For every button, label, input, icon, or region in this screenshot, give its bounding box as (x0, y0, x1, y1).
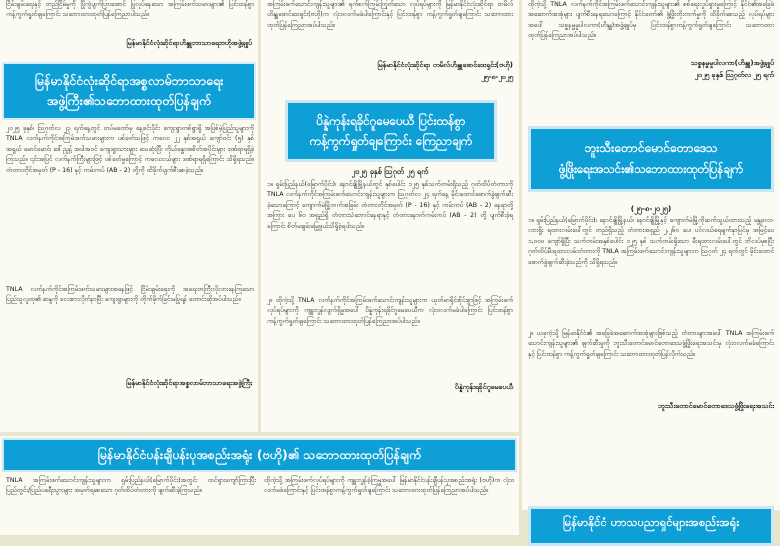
bottom-statement-title: မြန်မာနိုင်ငံပန်းချီပန်းပုအစည်းအရုံး (ဗဟို)၏ သဘောထားထုတ်ပြန်ချက် (97, 447, 422, 462)
top-statement-date: ၂၅-၈-၂၀၂၅ (481, 73, 513, 81)
statement-paragraph-2: ၂။ ထိုကဲ့သို့ TNLA လက်နက်ကိုင်အကြမ်းဖက်သောင်းကျန်းသူများက ယုတ်မာရိုင်းစိုင်းစွာဖြင့် အကြမ်းဖက်လုပ်ရပ်များကို ကျူးလွန်လျက်ရှိမှုအပေါ် ပိန္နဲကုန်းရခိုင်ဂူမေပေယီက လုံးဝလက်မခံပါကြောင်း ပြင်းထန်စွာကန့်ကွက်ရှုတ်ချကြောင်း သဘောထားထုတ်ပြန်ကြေညာအပ်ပါသည်။ (267, 297, 513, 325)
statement-header-line-1: ဘူးသီးတောင်မောင်တောဒေသ (584, 141, 718, 155)
statement-column-1 (0, 0, 258, 432)
corner-statement-header (528, 506, 774, 546)
statement-column-3 (522, 0, 780, 529)
statement-signature: မြန်မာနိုင်ငံလုံးဆိုင်ရာအစ္စလာမ်ဘာသာရေးအဖွဲ့ကြီး (126, 379, 252, 387)
statement-signature: ဘူးသီးတောင်မောင်တောဒေသဖွံ့ဖြိုးရေးအသင်း (658, 402, 774, 410)
statement-paragraph-2: TNLA လက်နက်ကိုင်အကြမ်းဖက်သမားများအနေဖြင့် ငြိမ်းချမ်းရေးကို အရေးတကြီးလိုလားနေကြသော ပြည်သူလူထု၏ ဆန္ဒကို လေးစားလိုက်နာပြီး ကျေးရွာများကို တိုက်ခိုက်ခြင်းမပြုရန် တောင်းဆိုအပ်ပါသည်။ (6, 286, 254, 304)
top-statement-signature: မြန်မာနိုင်ငံလုံးဆိုင်ရာဟိန္ဒူဘာသာရေးဗဟိုအဖွဲ့ချုပ် (126, 39, 252, 47)
top-statement-text: အကြမ်းဖက်သောင်းကျန်းသူများ၏ ရက်စက်ကြမ်းကြုတ်သော လုပ်ရပ်များကို မြန်မာနိုင်ငံလုံးဆိုင်ရာ တမိလ်ဟိန္ဒူဖောင်ဒေးရှင်း(ဗဟို)က လုံးဝလက်မခံပါကြောင်းနှင့် ပြင်းထန်စွာ ကန့်ကွက်ရှုတ်ချကြောင်း သဘောထားထုတ်ပြန်ကြေညာအပ်ပါသည်။ (267, 1, 513, 29)
statement-column-2 (261, 0, 519, 432)
statement-paragraph-1: ၁။ ရှမ်းပြည်နယ်(မြောက်ပိုင်း)၊ နောင်ချိုမြို့နယ်တွင် နှစ်ပေါင်း ၁၂၅ နှစ်သက်တမ်းရှိသည့် ဂုတ်ထိပ်တံတားကို TNLA လက်နက်ကိုင်အကြမ်းဖက်သောင်းကျန်းသူများက ဩဂုတ်လ ၂၄ ရက်နေ့ မိုင်းထောင်ဖောက်ခွဲဖျက်ဆီးခဲ့သောကြောင့် ကျောက်မဲမြို့ဘက်အခြမ်း တံတားတိုင်အမှတ် (P - 16) နှင့် ကမ်းကပ် (AB - 2) နေရာတို့အကြား ပေ ၆၀ အရှည်ရှိ တံတားသံဘောင်နေရာနှင့် တံတားနောက်ကမ်းကပ် (AB - 2) တို့ ပျက်စီးခဲ့ရကြောင်း စိတ်မချမ်းမြေ့ဖွယ်သိရှိခဲ့ရပါသည်။ (267, 181, 513, 230)
statement-header-line-2: ဖွံ့ဖြိုးရေးအသင်း၏သဘောထားထုတ်ပြန်ချက် (558, 162, 744, 176)
bottom-statement-left-text: TNLA အကြမ်းဖက်သောင်းကျန်းသူများက ရှမ်းပြည်နယ်(မြောက်ပိုင်း)အတွင်း ထင်ရှားကျော်ကြားပြီး ပြည်တွင်း/ပြည်ပခရီးသွားများ အမှတ်ရစေသော ဂုတ်ထိပ်တံတားကို ဖျက်ဆီးခဲ့ကြသည်။ (6, 477, 256, 495)
statement-signature: ပိန္နဲကုန်းရခိုင်ဂူမေပေယီ (454, 383, 513, 391)
top-statement-signature: သစ္စနမ္မမှုပါလကာ(ဟိန္ဒူ)အဖွဲ့ချုပ် (690, 59, 774, 67)
statement-header-line-1: မြန်မာနိုင်ငံလုံးဆိုင်ရာအစ္စလာမ်ဘာသာရေး (34, 73, 224, 88)
statement-paragraph-1: ၂၀၂၅ ခုနှစ်၊ ဩဂုတ်လ ၂၃ ရက်နေ့တွင် တပ်မတော်မှ နေ့ခင်းပိုင်း ကျေးရွာတစ်ရွာရှိ အပြစ်မဲ့ပြည်သူများကို TNLA လက်နက်ကိုင်အကြမ်းဖက်သမားများက ပစ်ခတ်သဖြင့် ကလေး ၂၂ နှစ်အရွယ် ကျော်ဝင်း (၅) နှစ်အရွယ် မောင်မောင်၊ ဒေါ်ညွန့် အပါအဝင် ကျေးရွာသားများ သေဆုံးပြီး ကိုယ်ခန္ဓာအစိတ်အပိုင်းများ ဒဏ်ရာရရှိခဲ့ကြသည်။ ၎င်းအပြင် လက်နက်ကြီးများဖြင့် ပစ်ခတ်မှုကြောင့် ကလေးငယ်များ ဒဏ်ရာရရှိကြောင်း သိရှိရသည်။ တံတားတိုင်အမှတ် (P - 16) နှင့် ကမ်းကပ် (AB - 2) တို့ကို ထိခိုက်ပျက်စီးစေခဲ့သည်။ (6, 125, 254, 174)
bottom-statement-right-text: ထိုကဲ့သို့ အကြမ်းဖက်လုပ်ရပ်များကို ကျူးလွန်ခဲ့ကြမှုအပေါ် မြန်မာနိုင်ငံပန်းချီပန်းပုအစည်းအရုံး (ဗဟို)က လုံးဝလက်မခံကြောင်းနှင့် ပြင်းထန်စွာကန့်ကွက်ရှုတ်ချကြောင်း သဘောထားထုတ်ပြန်ကြေညာအပ်ပါသည်။ (264, 477, 514, 495)
statement-header-line-2: အဖွဲ့ကြီး၏သဘောထားထုတ်ပြန်ချက် (46, 93, 212, 108)
statement-header-line-1: ပိန္နဲကုန်းရခိုင်ဂူမေပေယီ ပြင်းထန်စွာ (316, 114, 466, 128)
statement-header-line-2: ကန့်ကွက်ရှုတ်ချကြောင်း ကြေညာချက် (309, 134, 473, 148)
statement-paragraph-2: ၂။ ယခုကဲ့သို့ မြန်မာနိုင်ငံ၏ အခြေခံအဆောက်အအုံများဖြစ်သည့် တံတားများအပေါ် TNLA အကြမ်းဖက်သောင်းကျန်းသူများ၏ ဖျက်ဆီးမှုကို ဘူးသီးတောင်မောင်တောဒေသဖွံ့ဖြိုးရေးအသင်းမှ လုံးဝလက်မခံကြောင်းနှင့် ပြင်းထန်စွာ ကန့်ကွက်ရှုတ်ချကြောင်း သဘောထားထုတ်ပြန်လိုက်သည်။ (528, 330, 774, 358)
statement-header (528, 126, 774, 192)
statement-header (285, 100, 497, 162)
top-statement-signature: မြန်မာနိုင်ငံလုံးဆိုင်ရာ တမိလ်ဟိန္ဒူဖောင်ဒေးရှင်း(ဗဟို) (377, 61, 513, 69)
corner-header-title: မြန်မာနိုင်ငံ ဟာသပညာရှင်များအစည်းအရုံး (562, 515, 740, 529)
bottom-statement (0, 436, 519, 535)
top-statement-text: ထိုကဲ့သို့ TNLA လက်နက်ကိုင်အကြမ်းဖက်သောင်းကျန်းသူများ၏ စစ်ရေးလှုပ်ရှားမှုကြောင့် နိုင်ငံ၏အခြေခံအဆောက်အအုံများ ပျက်စီးနေရသောကြောင့် နိုင်ငံတော်၏ ဖွံ့ဖြိုးတိုးတက်မှုကို ထိခိုက်စေသည့် လုပ်ရပ်များအပေါ် သစ္စနမ္မမှုပါလကာ(ဟိန္ဒူ)အဖွဲ့ချုပ်မှ ပြင်းထန်စွာကန့်ကွက်ရှုတ်ချကြောင်း သဘောထားထုတ်ပြန်ကြေညာအပ်ပါသည်။ (528, 1, 774, 40)
statement-date: ၂၀၂၅ ခုနှစ် ဩဂုတ် ၂၅ ရက် (351, 167, 429, 176)
statement-date: (၂၅-၈-၂၀၂၅) (630, 204, 672, 213)
statement-paragraph-1: ၁။ ရှမ်းပြည်နယ်(မြောက်ပိုင်း)၊ နောင်ချိုမြို့နယ်၊ နောင်ချိုမြို့နှင့် ကျောက်မဲမြို့ကိုဆက်သွယ်ထားသည့် မန္တလေး-လားရှိုး ရထားလမ်းပေါ်တွင် တည်ရှိသည့် တံတားအရှည် ၂,၂၆၀ ပေ၊ ပင်လယ်ရေမျက်နှာပြင်မှ အမြင့်ပေ ၁,၀၀၀ ကျော်ရှိပြီး သက်တမ်းအနှစ်ပေါင်း ၁၂၅ နှစ် သက်တမ်းရှိသော မီးရထားလမ်းပေါ်တွင် ဘိလပ်မှစပြီး ဂုတ်ထိပ်မီးရထားလမ်းတံတားကို TNLA အကြမ်းဖက်သောင်းကျန်းသူများက ဩဂုတ် ၂၄ ရက်တွင် မိုင်းထောင်ဖောက်ခွဲဖျက်ဆီးခဲ့သည်ကို သိရှိရသည်။ (528, 217, 774, 266)
top-statement-text: ငြိမ်းချမ်းရေးနှင့် တည်ငြိမ်မှုကို ပြိုကွဲပျက်ပြားအောင် ပြုလုပ်နေသော အကြမ်းဖက်သမားများ၏ ပြင်းထန်စွာ ကန့်ကွက်ရှုတ်ချကြောင်း သဘောထားထုတ်ပြန်ကြေညာပါသည်။ (6, 1, 254, 19)
top-statement-date: ၂၀၂၅ ခုနှစ် ဩဂုတ်လ ၂၅ ရက် (694, 71, 774, 79)
statement-header (2, 62, 256, 120)
bottom-statement-header (2, 438, 517, 472)
